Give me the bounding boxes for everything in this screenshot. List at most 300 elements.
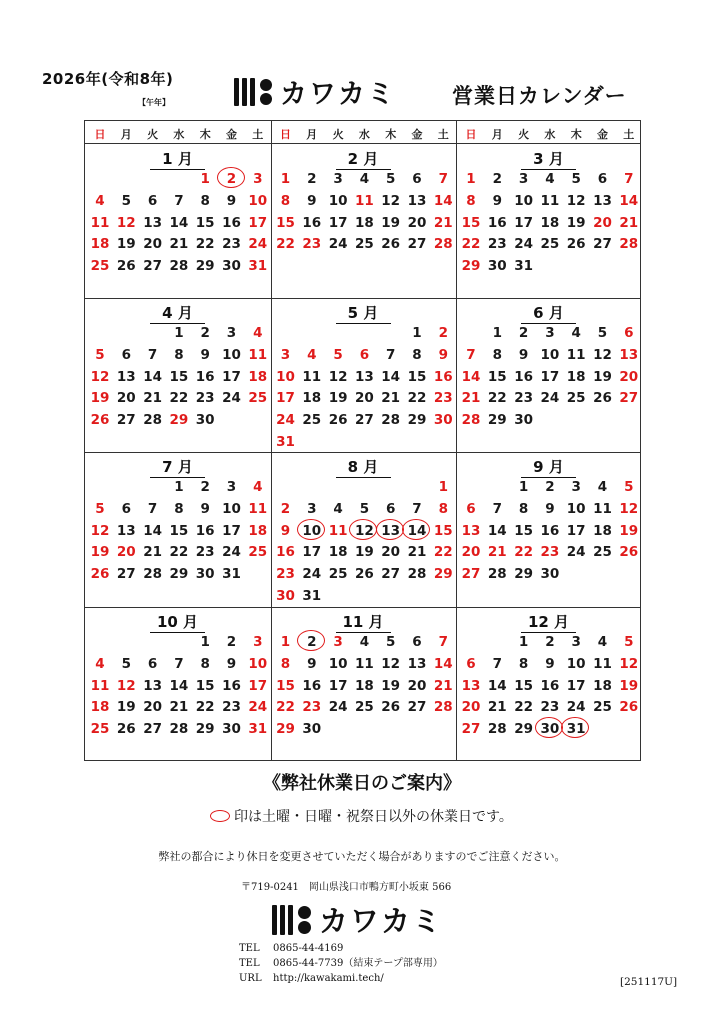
year-label: 2026年(令和8年) — [42, 70, 174, 88]
calendar-day: 28 — [143, 412, 162, 429]
calendar-day: 31 — [514, 258, 533, 275]
weekday-label: 土 — [623, 128, 635, 141]
website-url[interactable]: http://kawakami.tech/ — [273, 973, 384, 984]
calendar-day: 13 — [116, 368, 136, 385]
calendar-day: 27 — [381, 566, 401, 583]
month-block — [271, 607, 457, 761]
calendar-day: 24 — [566, 544, 586, 561]
calendar-day: 4 — [95, 192, 105, 209]
calendar-day: 15 — [276, 677, 295, 694]
calendar-day: 16 — [540, 522, 560, 539]
month-block — [85, 607, 271, 761]
weekday-label: 金 — [411, 128, 423, 141]
calendar-day: 26 — [116, 258, 136, 275]
closed-day: 30 — [537, 721, 563, 737]
calendar-day: 8 — [280, 192, 291, 209]
calendar-day: 7 — [147, 500, 158, 517]
calendar-day: 20 — [116, 544, 136, 561]
calendar-day: 24 — [540, 390, 560, 407]
calendar-day: 2 — [307, 171, 317, 187]
calendar-day: 11 — [302, 368, 322, 385]
calendar-day: 8 — [280, 655, 291, 672]
calendar-day: 15 — [407, 368, 427, 385]
calendar-day: 21 — [487, 699, 507, 716]
calendar-day: 11 — [90, 677, 110, 694]
calendar-day: 4 — [597, 634, 608, 650]
calendar-day: 7 — [624, 171, 634, 187]
calendar-day: 8 — [200, 655, 210, 672]
calendar-day: 17 — [222, 368, 241, 385]
calendar-day: 27 — [407, 699, 427, 716]
calendar-day: 25 — [540, 236, 560, 253]
calendar-day: 12 — [619, 655, 639, 672]
calendar-day: 10 — [222, 500, 241, 517]
weekday-label: 水 — [358, 128, 370, 141]
calendar-day: 22 — [276, 699, 295, 716]
calendar-day: 13 — [407, 192, 427, 209]
calendar-day: 25 — [302, 412, 322, 429]
notice-note: 弊社の都合により休日を変更させていただく場合がありますのでご注意ください。 — [158, 850, 566, 863]
weekday-label: 火 — [147, 128, 159, 141]
calendar-day: 12 — [593, 346, 612, 363]
month-title: 10 月 — [85, 611, 270, 632]
calendar-day: 4 — [333, 500, 343, 517]
calendar-day: 20 — [619, 368, 639, 385]
calendar-day: 16 — [195, 368, 215, 385]
calendar-day: 5 — [571, 171, 581, 187]
calendar-day: 27 — [461, 721, 481, 738]
legend-text: 印は土曜・日曜・祝祭日以外の休業日です。 — [234, 809, 513, 825]
logo-mark-icon — [272, 905, 311, 935]
weekday-label: 日 — [280, 128, 291, 141]
calendar-day: 11 — [354, 655, 374, 672]
calendar-day: 14 — [487, 677, 507, 694]
calendar-day: 26 — [90, 412, 110, 429]
calendar-day: 18 — [328, 544, 348, 561]
weekday-label: 金 — [226, 128, 237, 141]
calendar-day: 19 — [381, 214, 401, 231]
calendar-day: 7 — [492, 500, 502, 517]
calendar-day: 23 — [540, 544, 560, 561]
calendar-day: 15 — [461, 214, 481, 231]
calendar-day: 14 — [143, 368, 162, 385]
calendar-day: 7 — [466, 346, 476, 363]
calendar-day: 19 — [593, 368, 612, 385]
calendar-day: 7 — [438, 171, 448, 187]
calendar-day: 25 — [90, 721, 110, 738]
calendar-day: 13 — [143, 214, 162, 231]
calendar-day: 8 — [412, 346, 422, 363]
calendar-day: 27 — [593, 236, 612, 253]
calendar-day: 17 — [328, 677, 348, 694]
calendar-day: 2 — [518, 325, 529, 341]
month-title: 5 月 — [271, 302, 456, 323]
calendar-day: 27 — [619, 390, 639, 407]
calendar-day: 18 — [248, 368, 268, 385]
calendar-day: 16 — [302, 214, 322, 231]
calendar-day: 28 — [461, 412, 481, 429]
calendar-day: 28 — [487, 721, 507, 738]
month-block — [85, 452, 271, 607]
calendar-day: 15 — [514, 677, 533, 694]
calendar-day: 18 — [593, 522, 612, 539]
company-logo-footer — [272, 899, 443, 940]
calendar-day: 26 — [381, 236, 401, 253]
calendar-day: 5 — [95, 346, 105, 363]
calendar-day: 28 — [169, 258, 189, 275]
calendar-day: 16 — [433, 368, 453, 385]
calendar-day: 25 — [354, 699, 374, 716]
calendar-day: 3 — [333, 634, 343, 650]
calendar-day: 28 — [407, 566, 427, 583]
calendar-day: 4 — [253, 479, 263, 495]
calendar-day: 2 — [200, 479, 210, 495]
calendar-day: 14 — [433, 192, 453, 209]
calendar-day: 3 — [307, 500, 317, 517]
calendar-day: 3 — [226, 479, 237, 495]
calendar-day: 5 — [385, 634, 396, 650]
month-title: 3 月 — [456, 148, 641, 169]
calendar-day: 18 — [90, 699, 110, 716]
calendar-day: 3 — [253, 171, 263, 187]
calendar-day: 16 — [540, 677, 560, 694]
calendar-day: 9 — [518, 346, 529, 363]
weekday-label: 水 — [173, 128, 185, 141]
calendar-day: 23 — [487, 236, 507, 253]
calendar-day: 19 — [354, 544, 374, 561]
weekday-label: 月 — [491, 128, 503, 141]
month-block — [271, 452, 457, 607]
document-code: [251117U] — [620, 976, 678, 988]
calendar-day: 5 — [333, 346, 343, 363]
calendar-day: 15 — [169, 368, 189, 385]
calendar-day: 15 — [514, 522, 533, 539]
calendar-day: 29 — [433, 566, 453, 583]
weekday-label: 木 — [570, 128, 582, 141]
calendar-day: 23 — [433, 390, 453, 407]
calendar-day: 19 — [90, 544, 110, 561]
calendar-day: 6 — [121, 346, 131, 363]
month-block — [271, 144, 457, 298]
calendar-day: 4 — [253, 325, 263, 341]
calendar-day: 9 — [200, 500, 210, 517]
calendar-day: 1 — [280, 634, 291, 650]
calendar-day: 8 — [466, 192, 476, 209]
closed-day: 2 — [219, 171, 245, 187]
month-block — [456, 298, 642, 452]
calendar-day: 5 — [95, 500, 105, 517]
calendar-day: 20 — [407, 677, 427, 694]
calendar-day: 26 — [619, 699, 639, 716]
calendar-day: 6 — [359, 346, 370, 363]
calendar-day: 5 — [597, 325, 608, 341]
calendar-day: 12 — [566, 192, 586, 209]
calendar-day: 24 — [566, 699, 586, 716]
calendar-day: 16 — [195, 522, 215, 539]
calendar-day: 3 — [545, 325, 555, 341]
calendar-day: 18 — [248, 522, 268, 539]
month-title: 1 月 — [85, 148, 270, 169]
calendar-day: 5 — [624, 634, 634, 650]
calendar-day: 9 — [280, 522, 291, 539]
calendar-day: 31 — [276, 434, 295, 450]
month-block — [456, 607, 642, 761]
calendar-day: 17 — [222, 522, 241, 539]
calendar-day: 22 — [407, 390, 427, 407]
calendar-day: 23 — [195, 544, 215, 561]
calendar-day: 30 — [222, 258, 241, 275]
calendar-day: 7 — [147, 346, 158, 363]
calendar-day: 17 — [276, 390, 295, 407]
calendar-day: 11 — [90, 214, 110, 231]
company-logo — [234, 72, 396, 111]
calendar-day: 29 — [276, 721, 295, 738]
calendar-day: 23 — [195, 390, 215, 407]
calendar-day: 19 — [381, 677, 401, 694]
calendar-day: 11 — [593, 655, 612, 672]
calendar-day: 14 — [169, 677, 189, 694]
calendar-day: 17 — [566, 677, 586, 694]
calendar-day: 15 — [276, 214, 295, 231]
phone-number: 0865-44-4169 — [273, 943, 344, 954]
calendar-day: 11 — [248, 500, 268, 517]
contact-label: TEL — [239, 943, 260, 954]
calendar-day: 17 — [566, 522, 586, 539]
calendar-day: 1 — [518, 479, 529, 495]
calendar-day: 1 — [518, 634, 529, 650]
calendar-day: 20 — [116, 390, 136, 407]
month-title: 9 月 — [456, 456, 641, 477]
calendar-day: 21 — [619, 214, 639, 231]
calendar-day: 3 — [518, 171, 529, 187]
calendar-day: 7 — [174, 655, 184, 672]
calendar-day: 15 — [487, 368, 507, 385]
closed-day: 10 — [299, 523, 325, 539]
calendar-day: 25 — [248, 544, 268, 561]
calendar-day: 13 — [461, 522, 481, 539]
calendar-day: 17 — [248, 677, 268, 694]
calendar-day: 29 — [169, 412, 189, 429]
calendar-day: 28 — [143, 566, 162, 583]
calendar-day: 6 — [412, 171, 422, 187]
calendar-day: 31 — [222, 566, 241, 583]
calendar-day: 1 — [412, 325, 422, 341]
weekday-label: 火 — [518, 128, 530, 141]
calendar-day: 10 — [328, 655, 348, 672]
calendar-day: 29 — [514, 566, 533, 583]
calendar-day: 11 — [354, 192, 374, 209]
calendar-day: 25 — [566, 390, 586, 407]
calendar-day: 2 — [545, 634, 555, 650]
calendar-day: 8 — [174, 346, 184, 363]
logo-mark-icon — [234, 78, 272, 106]
month-title: 12 月 — [456, 611, 641, 632]
calendar-day: 23 — [222, 699, 241, 716]
calendar-day: 14 — [487, 522, 507, 539]
calendar-day: 21 — [381, 390, 401, 407]
calendar-day: 12 — [90, 368, 110, 385]
calendar-day: 1 — [174, 325, 184, 341]
calendar-day: 25 — [248, 390, 268, 407]
month-title: 6 月 — [456, 302, 641, 323]
calendar-day: 19 — [619, 677, 639, 694]
calendar-day: 27 — [143, 721, 162, 738]
calendar-day: 14 — [143, 522, 162, 539]
month-block — [456, 144, 642, 298]
closed-day: 13 — [378, 523, 404, 539]
calendar-day: 5 — [121, 192, 131, 209]
calendar-day: 4 — [307, 346, 317, 363]
calendar-day: 4 — [359, 634, 370, 650]
calendar-day: 2 — [545, 479, 555, 495]
calendar-day: 12 — [381, 655, 401, 672]
calendar-day: 30 — [222, 721, 241, 738]
calendar-day: 30 — [514, 412, 533, 429]
calendar-day: 9 — [545, 500, 555, 517]
calendar-day: 20 — [461, 699, 481, 716]
calendar-day: 23 — [302, 699, 322, 716]
calendar-day: 6 — [385, 500, 396, 517]
calendar-day: 25 — [328, 566, 348, 583]
calendar-day: 8 — [438, 500, 448, 517]
calendar-day: 14 — [433, 655, 453, 672]
calendar-day: 18 — [540, 214, 560, 231]
calendar-day: 5 — [359, 500, 370, 517]
calendar-day: 14 — [381, 368, 401, 385]
calendar-day: 23 — [276, 566, 295, 583]
calendar-day: 29 — [514, 721, 533, 738]
calendar-day: 19 — [566, 214, 586, 231]
calendar-day: 17 — [540, 368, 560, 385]
calendar-day: 1 — [174, 479, 184, 495]
calendar-day: 14 — [169, 214, 189, 231]
calendar-day: 31 — [248, 258, 268, 275]
calendar-day: 22 — [195, 236, 215, 253]
month-title: 2 月 — [271, 148, 456, 169]
calendar-day: 1 — [438, 479, 448, 495]
calendar-day: 26 — [619, 544, 639, 561]
calendar-day: 16 — [487, 214, 507, 231]
calendar-day: 11 — [566, 346, 586, 363]
calendar-day: 6 — [121, 500, 131, 517]
weekday-label: 月 — [120, 128, 132, 141]
calendar-day: 30 — [195, 566, 215, 583]
calendar-day: 4 — [571, 325, 581, 341]
calendar-day: 7 — [438, 634, 448, 650]
month-title: 11 月 — [271, 611, 456, 632]
legend — [210, 806, 513, 826]
calendar-day: 26 — [354, 566, 374, 583]
calendar-day: 2 — [226, 634, 237, 650]
calendar-day: 13 — [407, 655, 427, 672]
calendar-day: 13 — [619, 346, 639, 363]
calendar-day: 10 — [514, 192, 533, 209]
calendar-day: 12 — [328, 368, 348, 385]
calendar-day: 15 — [195, 214, 215, 231]
calendar-day: 4 — [597, 479, 608, 495]
calendar-day: 26 — [381, 699, 401, 716]
calendar-day: 6 — [466, 655, 476, 672]
calendar-day: 10 — [328, 192, 348, 209]
calendar-day: 30 — [195, 412, 215, 429]
calendar-day: 22 — [169, 390, 189, 407]
month-block — [85, 298, 271, 452]
calendar-day: 30 — [540, 566, 560, 583]
calendar-day: 27 — [354, 412, 374, 429]
calendar-day: 27 — [143, 258, 162, 275]
calendar-day: 6 — [597, 171, 608, 187]
calendar-day: 15 — [195, 677, 215, 694]
calendar-day: 16 — [222, 214, 241, 231]
calendar-day: 1 — [280, 171, 291, 187]
month-block — [456, 452, 642, 607]
month-block — [85, 144, 271, 298]
calendar-day: 21 — [487, 544, 507, 561]
calendar-day: 6 — [147, 655, 158, 672]
calendar-day: 16 — [276, 544, 295, 561]
calendar-day: 18 — [90, 236, 110, 253]
calendar-day: 3 — [226, 325, 237, 341]
calendar-day: 21 — [433, 214, 453, 231]
calendar-day: 30 — [276, 588, 295, 604]
calendar-day: 21 — [433, 677, 453, 694]
weekday-label: 木 — [199, 128, 211, 141]
calendar-day: 10 — [276, 368, 295, 385]
calendar-day: 19 — [116, 236, 136, 253]
weekday-label: 土 — [252, 128, 264, 141]
calendar-day: 8 — [518, 655, 529, 672]
calendar-day: 26 — [116, 721, 136, 738]
calendar-day: 2 — [492, 171, 502, 187]
calendar-day: 10 — [566, 500, 586, 517]
calendar-day: 22 — [514, 544, 533, 561]
closed-day: 12 — [351, 523, 377, 539]
calendar-day: 21 — [407, 544, 427, 561]
calendar-day: 24 — [222, 544, 241, 561]
calendar-day: 27 — [407, 236, 427, 253]
era-note: 【午年】 — [138, 98, 170, 107]
calendar-day: 7 — [385, 346, 396, 363]
calendar-day: 4 — [95, 655, 105, 672]
calendar-day: 11 — [248, 346, 268, 363]
calendar-day: 2 — [438, 325, 448, 341]
calendar-day: 24 — [248, 699, 268, 716]
calendar-day: 22 — [487, 390, 507, 407]
calendar-day: 25 — [593, 544, 612, 561]
calendar-day: 10 — [222, 346, 241, 363]
calendar-day: 24 — [514, 236, 533, 253]
calendar-day: 26 — [593, 390, 612, 407]
calendar-day: 3 — [280, 346, 291, 363]
calendar-day: 25 — [593, 699, 612, 716]
calendar-day: 8 — [518, 500, 529, 517]
calendar-day: 22 — [433, 544, 453, 561]
circle-mark-icon — [210, 810, 230, 822]
calendar-day: 11 — [540, 192, 560, 209]
weekday-label: 木 — [385, 128, 397, 141]
calendar-day: 5 — [624, 479, 634, 495]
calendar-day: 28 — [433, 236, 453, 253]
calendar-day: 23 — [302, 236, 322, 253]
calendar-day: 20 — [143, 699, 162, 716]
calendar-day: 29 — [461, 258, 481, 275]
calendar-day: 18 — [354, 214, 374, 231]
month-title: 7 月 — [85, 456, 270, 477]
calendar-day: 6 — [147, 192, 158, 209]
address: 〒719-0241 岡山県浅口市鴨方町小坂東 566 — [241, 882, 452, 893]
company-name: カワカミ — [319, 904, 444, 938]
calendar-day: 24 — [328, 699, 348, 716]
